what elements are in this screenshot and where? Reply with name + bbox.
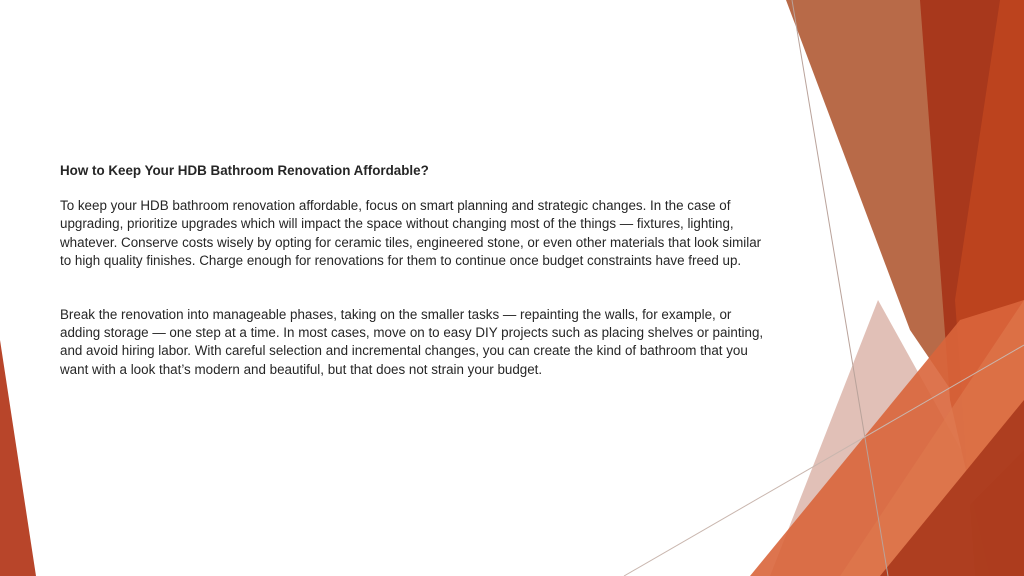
slide-heading: How to Keep Your HDB Bathroom Renovation Affordable?: [60, 163, 429, 178]
paragraph-1: To keep your HDB bathroom renovation affordable, focus on smart planning and strategic changes. In the case of upgrading, prioritize upgrades which will impact the space without changing most of the things — fixtures, lighting, whatever. Conserve costs wisely by opting for ceramic tiles, engineered stone, or even other materials that look similar to high quality finishes. Charge enough for renovations for them to continue once budget constraints have freed up.: [60, 198, 762, 268]
slide-content: [60, 162, 772, 379]
left-edge-facet: [0, 340, 36, 576]
paragraph-2: Break the renovation into manageable phases, taking on the smaller tasks — repainting the walls, for example, or adding storage — one step at a time. In most cases, move on to easy DIY projects such as placing shelves or painting, and avoid hiring labor. With careful selection and incremental changes, you can create the kind of bathroom that you want with a look that’s modern and beautiful, but that does not strain your budget.: [60, 307, 764, 377]
